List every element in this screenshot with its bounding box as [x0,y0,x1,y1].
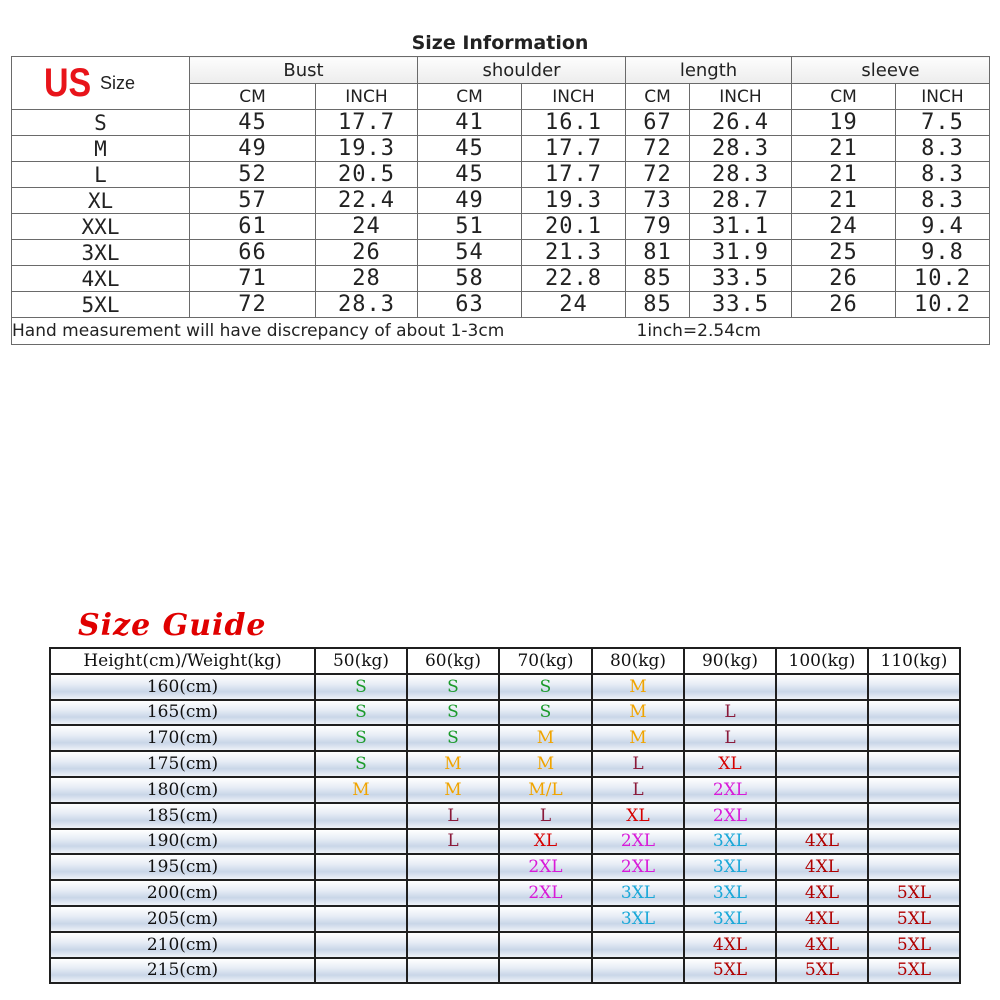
measurement-cell: 33.5 [690,266,792,292]
measurement-cell: 28.3 [690,136,792,162]
measurement-cell: 71 [190,266,316,292]
recommended-size-cell: M [407,751,499,777]
measurement-cell: 26 [792,292,896,318]
measurement-cell: 7.5 [896,110,990,136]
weight-header: 70(kg) [499,648,592,674]
guide-row [50,674,960,700]
size-row [12,188,990,214]
recommended-size-cell: 5XL [868,932,960,958]
recommended-size-cell: 2XL [592,829,684,855]
measurement-cell: 17.7 [522,162,626,188]
recommended-size-cell: 4XL [776,829,868,855]
height-cell: 185(cm) [50,803,315,829]
guide-row [50,906,960,932]
recommended-size-cell: XL [684,751,776,777]
recommended-size-cell: M/L [499,777,592,803]
recommended-size-cell: XL [499,829,592,855]
height-cell: 215(cm) [50,958,315,984]
recommended-size-cell [315,880,407,906]
recommended-size-cell: 3XL [684,829,776,855]
height-cell: 170(cm) [50,725,315,751]
recommended-size-cell: 2XL [499,880,592,906]
height-cell: 195(cm) [50,854,315,880]
recommended-size-cell [499,958,592,984]
recommended-size-cell: 3XL [684,906,776,932]
recommended-size-cell: S [407,700,499,726]
guide-row [50,700,960,726]
recommended-size-cell: L [407,829,499,855]
weight-header: 90(kg) [684,648,776,674]
measurement-cell: 21 [792,188,896,214]
recommended-size-cell [315,829,407,855]
recommended-size-cell [315,906,407,932]
measurement-cell: 24 [522,292,626,318]
height-cell: 160(cm) [50,674,315,700]
guide-row [50,932,960,958]
measurement-cell: 20.5 [316,162,418,188]
shoulder-header: shoulder [418,57,626,84]
size-row [12,162,990,188]
weight-header: 80(kg) [592,648,684,674]
recommended-size-cell: 5XL [684,958,776,984]
measurement-cell: 25 [792,240,896,266]
size-row [12,240,990,266]
measurement-cell: 54 [418,240,522,266]
guide-row [50,803,960,829]
recommended-size-cell: S [315,674,407,700]
recommended-size-cell: S [315,751,407,777]
size-row [12,266,990,292]
measurement-cell: 57 [190,188,316,214]
size-row [12,136,990,162]
unit-header: INCH [690,84,792,110]
measurement-cell: 85 [626,266,690,292]
recommended-size-cell [407,854,499,880]
measurement-cell: 26 [792,266,896,292]
size-cell: M [12,136,190,162]
measurement-cell: 45 [190,110,316,136]
guide-row [50,751,960,777]
recommended-size-cell [868,674,960,700]
recommended-size-cell: 3XL [684,880,776,906]
size-cell: S [12,110,190,136]
height-weight-header: Height(cm)/Weight(kg) [50,648,315,674]
height-cell: 205(cm) [50,906,315,932]
unit-header: CM [626,84,690,110]
measurement-cell: 17.7 [522,136,626,162]
size-cell: 5XL [12,292,190,318]
recommended-size-cell: S [499,700,592,726]
unit-header: INCH [896,84,990,110]
size-guide-title: Size Guide [78,608,267,643]
size-cell: 4XL [12,266,190,292]
measurement-cell: 79 [626,214,690,240]
recommended-size-cell: 4XL [776,854,868,880]
us-size-header [12,57,190,110]
height-cell: 190(cm) [50,829,315,855]
recommended-size-cell [776,751,868,777]
measurement-cell: 33.5 [690,292,792,318]
recommended-size-cell: XL [592,803,684,829]
guide-row [50,958,960,984]
inch-conversion: 1inch=2.54cm [636,321,761,341]
length-header: length [626,57,792,84]
size-information-table [11,56,990,345]
recommended-size-cell: 5XL [776,958,868,984]
guide-header-row [50,648,960,674]
recommended-size-cell [776,725,868,751]
recommended-size-cell [868,777,960,803]
height-cell: 165(cm) [50,700,315,726]
recommended-size-cell: L [684,725,776,751]
measurement-cell: 45 [418,162,522,188]
measurement-cell: 19 [792,110,896,136]
unit-header: INCH [522,84,626,110]
bust-header: Bust [190,57,418,84]
recommended-size-cell: 4XL [776,932,868,958]
recommended-size-cell: 5XL [868,880,960,906]
size-row [12,292,990,318]
measurement-cell: 19.3 [316,136,418,162]
measurement-cell: 17.7 [316,110,418,136]
recommended-size-cell: M [592,725,684,751]
measurement-cell: 85 [626,292,690,318]
recommended-size-cell: L [592,777,684,803]
measurement-note: Hand measurement will have discrepancy of about 1-3cm [12,321,505,341]
size-cell: XXL [12,214,190,240]
recommended-size-cell [868,751,960,777]
recommended-size-cell [868,854,960,880]
measurement-cell: 10.2 [896,292,990,318]
recommended-size-cell: 3XL [684,854,776,880]
measurement-cell: 28.3 [690,162,792,188]
measurement-cell: 22.4 [316,188,418,214]
measurement-cell: 67 [626,110,690,136]
measurement-cell: 8.3 [896,136,990,162]
recommended-size-cell: S [315,700,407,726]
recommended-size-cell: 4XL [776,880,868,906]
measurement-cell: 41 [418,110,522,136]
measurement-cell: 72 [626,162,690,188]
measurement-cell: 24 [316,214,418,240]
size-row [12,110,990,136]
measurement-cell: 72 [190,292,316,318]
measurement-cell: 21 [792,162,896,188]
weight-header: 100(kg) [776,648,868,674]
recommended-size-cell [315,803,407,829]
measurement-cell: 51 [418,214,522,240]
guide-row [50,725,960,751]
recommended-size-cell: M [499,751,592,777]
measurement-cell: 8.3 [896,162,990,188]
measurement-cell: 22.8 [522,266,626,292]
us-label: US [44,60,92,105]
unit-header: CM [418,84,522,110]
measurement-cell: 26.4 [690,110,792,136]
recommended-size-cell: 4XL [684,932,776,958]
measurement-cell: 52 [190,162,316,188]
recommended-size-cell: M [315,777,407,803]
recommended-size-cell: L [407,803,499,829]
recommended-size-cell: L [592,751,684,777]
recommended-size-cell: L [499,803,592,829]
size-guide-table [49,647,961,984]
recommended-size-cell: M [499,725,592,751]
guide-row [50,777,960,803]
recommended-size-cell [315,932,407,958]
recommended-size-cell: M [592,674,684,700]
measurement-cell: 63 [418,292,522,318]
height-cell: 175(cm) [50,751,315,777]
recommended-size-cell: 5XL [868,958,960,984]
recommended-size-cell [776,777,868,803]
weight-header: 50(kg) [315,648,407,674]
measurement-cell: 31.1 [690,214,792,240]
recommended-size-cell [868,829,960,855]
size-guide-body [50,648,960,983]
measurement-cell: 28.3 [316,292,418,318]
recommended-size-cell [407,880,499,906]
recommended-size-cell: M [592,700,684,726]
recommended-size-cell [684,674,776,700]
measurement-cell: 49 [418,188,522,214]
recommended-size-cell: S [499,674,592,700]
height-cell: 210(cm) [50,932,315,958]
recommended-size-cell [776,674,868,700]
recommended-size-cell: S [315,725,407,751]
measurement-cell: 9.8 [896,240,990,266]
measurement-cell: 20.1 [522,214,626,240]
measurement-cell: 81 [626,240,690,266]
measurement-note-cell [12,318,990,345]
measurement-cell: 10.2 [896,266,990,292]
measurement-cell: 45 [418,136,522,162]
measurement-cell: 61 [190,214,316,240]
recommended-size-cell [868,725,960,751]
measurement-cell: 28 [316,266,418,292]
recommended-size-cell [499,932,592,958]
recommended-size-cell: 2XL [684,777,776,803]
recommended-size-cell: 3XL [592,880,684,906]
measurement-cell: 26 [316,240,418,266]
measurement-cell: 66 [190,240,316,266]
recommended-size-cell [407,958,499,984]
guide-row [50,854,960,880]
recommended-size-cell: S [407,674,499,700]
height-cell: 180(cm) [50,777,315,803]
recommended-size-cell: 2XL [592,854,684,880]
recommended-size-cell: S [407,725,499,751]
recommended-size-cell [407,932,499,958]
guide-row [50,880,960,906]
weight-header: 110(kg) [868,648,960,674]
measurement-cell: 21 [792,136,896,162]
size-cell: 3XL [12,240,190,266]
size-information-title: Size Information [411,32,589,54]
measurement-cell: 28.7 [690,188,792,214]
recommended-size-cell [776,700,868,726]
size-label: Size [100,72,136,93]
recommended-size-cell: L [684,700,776,726]
measurement-cell: 58 [418,266,522,292]
recommended-size-cell: 2XL [684,803,776,829]
measurement-cell: 16.1 [522,110,626,136]
recommended-size-cell: 3XL [592,906,684,932]
recommended-size-cell: M [407,777,499,803]
recommended-size-cell: 2XL [499,854,592,880]
size-row [12,214,990,240]
measurement-cell: 21.3 [522,240,626,266]
weight-header: 60(kg) [407,648,499,674]
recommended-size-cell: 4XL [776,906,868,932]
recommended-size-cell [315,854,407,880]
recommended-size-cell [868,803,960,829]
height-cell: 200(cm) [50,880,315,906]
recommended-size-cell: 5XL [868,906,960,932]
measurement-cell: 49 [190,136,316,162]
size-information-body [12,110,990,318]
recommended-size-cell [499,906,592,932]
measurement-cell: 31.9 [690,240,792,266]
recommended-size-cell [407,906,499,932]
measurement-cell: 19.3 [522,188,626,214]
unit-header: INCH [316,84,418,110]
size-cell: XL [12,188,190,214]
measurement-cell: 9.4 [896,214,990,240]
recommended-size-cell [592,932,684,958]
recommended-size-cell [868,700,960,726]
unit-header: CM [792,84,896,110]
recommended-size-cell [776,803,868,829]
unit-header: CM [190,84,316,110]
recommended-size-cell [315,958,407,984]
measurement-cell: 24 [792,214,896,240]
measurement-cell: 73 [626,188,690,214]
sleeve-header: sleeve [792,57,990,84]
guide-row [50,829,960,855]
measurement-cell: 8.3 [896,188,990,214]
size-cell: L [12,162,190,188]
measurement-cell: 72 [626,136,690,162]
recommended-size-cell [592,958,684,984]
